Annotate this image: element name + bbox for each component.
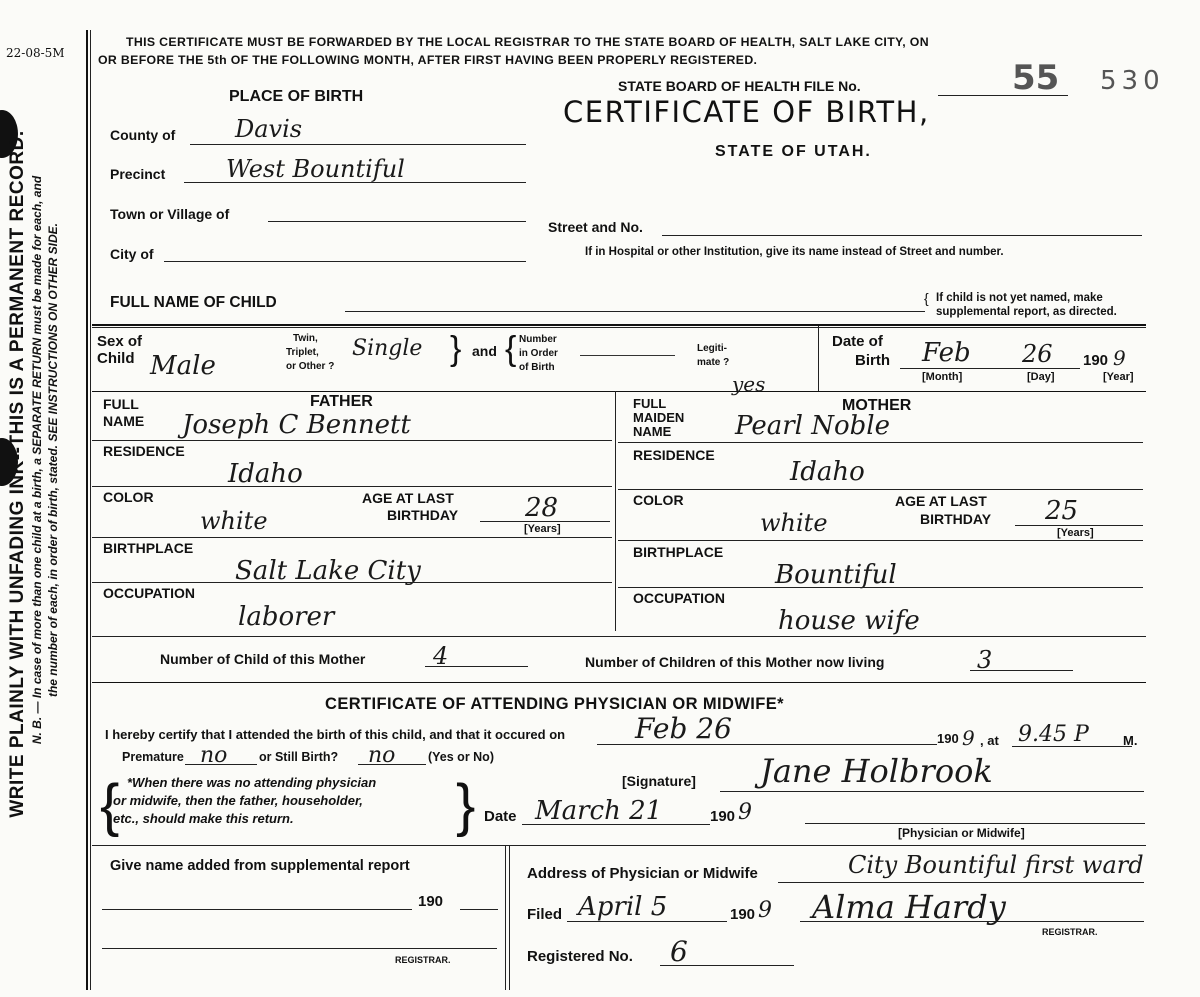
registered-no: 6 [670,935,688,968]
rule [92,440,612,441]
living-label: Number of Children of this Mother now living [585,654,885,670]
file-number-handwritten: 530 [1100,66,1165,96]
attended-year-handwritten: 9 [962,726,975,750]
mother-residence-label: RESIDENCE [633,447,715,463]
birth-time: 9.45 P [1018,722,1089,747]
side-note-1: N. B. — In case of more than one child at a birth, a SEPARATE RETURN must be made for each, and [30,175,44,745]
sign-year-handwritten: 9 [738,800,752,825]
mother-years-caption: [Years] [1057,527,1094,539]
child-name-label: FULL NAME OF CHILD [110,294,277,311]
physician-line [805,823,1145,824]
physician-heading: CERTIFICATE OF ATTENDING PHYSICIAN OR MIDWIFE* [325,695,785,713]
attended-date: Feb 26 [635,712,732,745]
mother-age-label-2: BIRTHDAY [920,511,992,527]
at-label: , at [980,733,999,748]
mother-age-label-1: AGE AT LAST [895,493,987,509]
child-number: 4 [433,642,449,670]
note-line-3: etc., should make this return. [113,811,294,826]
day-caption: [Day] [1027,371,1055,383]
city-line [164,261,526,262]
twin-label-2: Triplet, [286,347,319,358]
forwarding-notice-line2: OR BEFORE THE 5th OF THE FOLLOWING MONTH, AFTER FIRST HAVING BEEN PROPERLY REGISTERED. [98,53,758,67]
father-heading: FATHER [310,393,373,410]
address-label: Address of Physician or Midwife [527,865,758,882]
father-residence-label: RESIDENCE [103,443,185,459]
still-birth-label: or Still Birth? [259,750,339,764]
premature-value: no [200,743,228,768]
rule [509,845,510,990]
mother-age-line [1015,525,1143,526]
town-label: Town or Village of [110,206,230,222]
rule [818,326,819,391]
signature-label: [Signature] [622,773,696,789]
sign-date-label: Date [484,808,517,825]
supplemental-registrar-caption: REGISTRAR. [395,955,451,965]
rule [92,582,612,583]
form-code: 22-08-5M [6,46,65,60]
signature-line [720,791,1144,792]
order-label-3: of Birth [519,362,555,373]
brace: { [924,290,929,306]
sex-label-2: Child [97,350,135,367]
child-name-line [345,311,925,312]
county-label: County of [110,127,176,143]
mother-name-label: NAME [633,424,672,439]
street-label: Street and No. [548,219,643,235]
street-line [662,235,1142,236]
and-label: and [472,343,497,359]
father-name: Joseph C Bennett [182,410,411,440]
town-line [268,221,526,222]
order-dash [580,355,675,356]
dob-label-1: Date of [832,333,883,350]
filed-date: April 5 [578,892,668,922]
mother-birthplace-label: BIRTHPLACE [633,544,724,560]
supplemental-label: Give name added from supplemental report [110,858,410,874]
father-age-label-2: BIRTHDAY [387,507,459,523]
margin-rule [86,30,88,990]
certificate-title: CERTIFICATE OF BIRTH, [563,95,930,129]
brace: { [100,773,120,838]
birth-year-printed: 190 [1083,352,1109,369]
father-age: 28 [525,493,559,523]
mother-residence: Idaho [790,457,865,487]
registrar-caption: REGISTRAR. [1042,927,1098,937]
supplemental-year-line [460,909,498,910]
birth-day: 26 [1022,340,1053,368]
registered-no-label: Registered No. [527,948,633,965]
precinct-value: West Bountiful [226,155,405,183]
birth-year-handwritten: 9 [1113,346,1126,370]
mother-color-label: COLOR [633,492,684,508]
rule [618,587,1143,588]
sex-value: Male [150,351,216,381]
father-birthplace: Salt Lake City [235,556,421,586]
father-color: white [200,507,268,535]
rule [615,391,616,631]
legit-label-1: Legiti- [697,343,727,354]
registrar-signature: Alma Hardy [812,888,1006,926]
father-birthplace-label: BIRTHPLACE [103,540,194,556]
certify-text: I hereby certify that I attended the birth of this child, and that it occured on [105,727,566,742]
meridiem-label: M. [1123,733,1138,748]
still-birth-value: no [368,743,396,768]
child-name-note-2: supplemental report, as directed. [936,306,1117,318]
note-line-2: or midwife, then the father, householder, [113,793,363,808]
birth-month: Feb [922,338,971,368]
month-caption: [Month] [922,371,963,383]
year-caption: [Year] [1103,371,1134,383]
brace: { [505,330,517,368]
father-years-caption: [Years] [524,523,561,535]
mother-heading: MOTHER [842,397,912,414]
mother-full-label: FULL [633,396,667,411]
child-number-label: Number of Child of this Mother [160,651,366,667]
note-line-1: *When there was no attending physician [127,775,377,790]
mother-age: 25 [1045,496,1079,526]
rule [92,486,612,487]
address-line [778,882,1144,883]
rule [92,537,612,538]
legit-value: yes [732,372,766,396]
twin-value: Single [352,336,423,361]
father-full-label: FULL [103,396,139,412]
rule [618,442,1143,443]
premature-label: Premature [122,750,184,764]
filed-label: Filed [527,906,563,923]
living-number: 3 [977,646,993,674]
filed-year-handwritten: 9 [758,898,772,923]
forwarding-notice-line1: THIS CERTIFICATE MUST BE FORWARDED BY THE LOCAL REGISTRAR TO THE STATE BOARD OF HEALTH, SALT LAKE CITY, ON [126,35,929,49]
order-label-2: in Order [519,348,558,359]
rule [92,391,1146,392]
filed-year-printed: 190 [730,906,756,923]
physician-signature: Jane Holbrook [760,752,993,790]
state-title: STATE OF UTAH. [715,143,872,160]
side-note-2: the number of each, in order of birth, stated. SEE INSTRUCTIONS ON OTHER SIDE. [46,222,60,698]
father-residence: Idaho [228,459,303,489]
rule [505,845,506,990]
permanent-record-notice: WRITE PLAINLY WITH UNFADING INK--THIS IS A PERMANENT RECORD. [7,130,28,818]
county-value: Davis [235,115,303,143]
mother-occupation: house wife [778,606,920,636]
mother-occupation-label: OCCUPATION [633,590,726,606]
rule [92,682,1146,683]
dob-label-2: Birth [855,352,890,369]
rule [92,324,1146,326]
rule [618,489,1143,490]
mother-maiden-label: MAIDEN [633,410,685,425]
mother-name: Pearl Noble [735,411,890,441]
city-label: City of [110,246,154,262]
physician-or-midwife-caption: [Physician or Midwife] [898,826,1025,840]
sign-year-printed: 190 [710,808,736,825]
brace: } [456,773,476,838]
physician-address: City Bountiful first ward [848,851,1144,879]
father-color-label: COLOR [103,489,154,505]
father-age-label-1: AGE AT LAST [362,490,454,506]
file-number: 55 [1012,58,1060,98]
father-name-label: NAME [103,413,145,429]
mother-color: white [760,509,828,537]
child-name-note-1: If child is not yet named, make [936,292,1103,304]
dob-line [900,368,1080,369]
supplemental-registrar-line [102,948,497,949]
rule [92,636,1146,637]
sign-date: March 21 [535,796,663,826]
rule [92,845,1146,846]
sex-label-1: Sex of [97,333,143,350]
file-number-label: STATE BOARD OF HEALTH FILE No. [618,78,861,94]
place-of-birth-heading: PLACE OF BIRTH [229,88,364,105]
rule [92,327,1146,328]
yes-no-caption: (Yes or No) [428,750,494,764]
precinct-label: Precinct [110,166,166,182]
supplemental-line [102,909,412,910]
mother-birthplace: Bountiful [775,560,897,590]
hospital-note: If in Hospital or other Institution, give its name instead of Street and number. [585,246,1004,258]
father-occupation-label: OCCUPATION [103,585,196,601]
twin-label-1: Twin, [293,333,318,344]
attended-year-printed: 190 [937,731,959,746]
father-occupation: laborer [238,602,335,632]
legit-label-2: mate ? [697,357,730,368]
order-label-1: Number [519,334,557,345]
twin-label-3: or Other ? [286,361,335,372]
brace: } [450,330,462,368]
county-line [190,144,526,145]
rule [618,540,1143,541]
margin-rule [90,30,91,990]
supplemental-year: 190 [418,893,444,910]
